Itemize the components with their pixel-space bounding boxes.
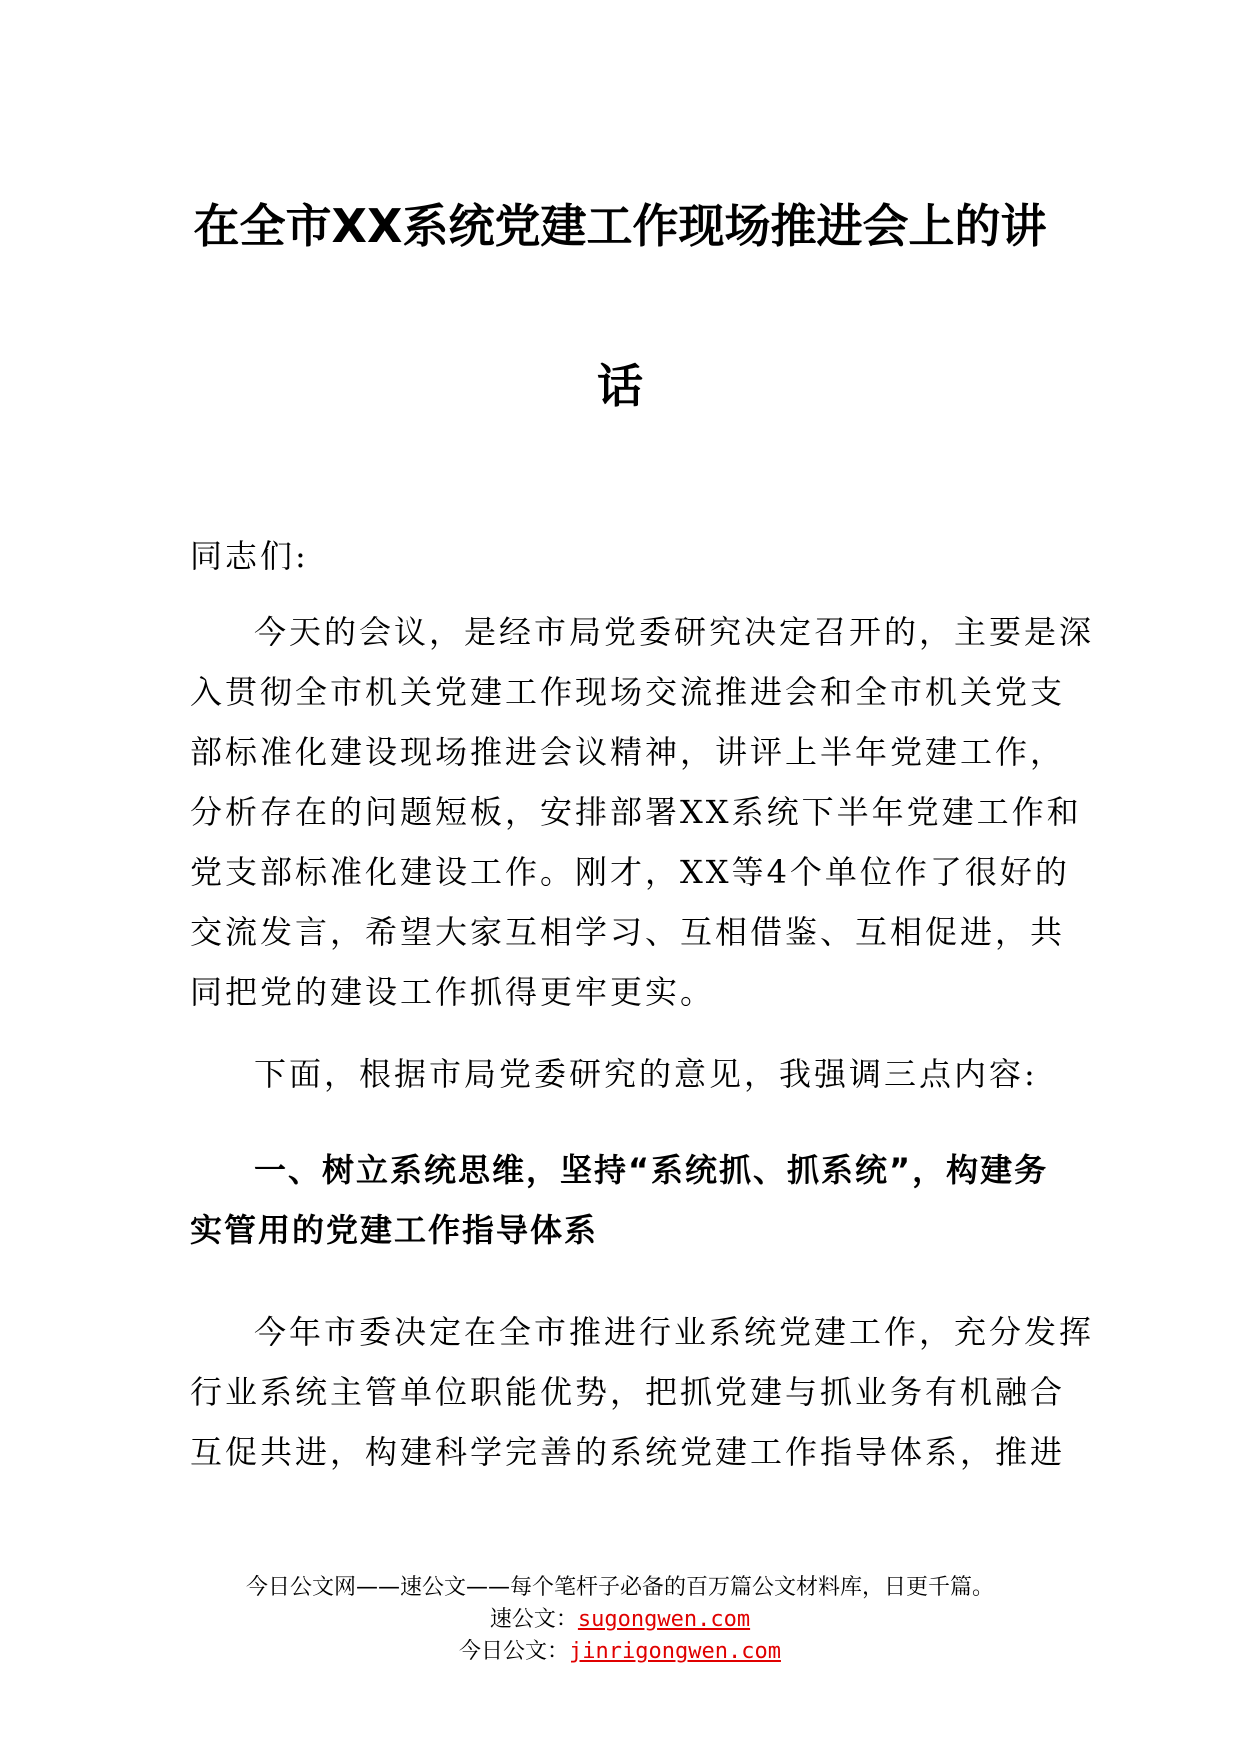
paragraph-1-line: 交流发言，希望大家互相学习、互相借鉴、互相促进，共 <box>190 913 1066 951</box>
paragraph-1-line: 部标准化建设现场推进会议精神，讲评上半年党建工作， <box>190 733 1066 771</box>
paragraph-3-line: 今年市委决定在全市推进行业系统党建工作，充分发挥 <box>254 1313 1095 1351</box>
salutation: 同志们: <box>190 537 309 575</box>
footer-tagline: 今日公文网——速公文——每个笔杆子必备的百万篇公文材料库，日更千篇。 <box>245 1575 994 1600</box>
document-title-line-2: 话 <box>597 359 643 413</box>
paragraph-3 <box>190 1302 1095 1482</box>
paragraph-1-line: 党支部标准化建设工作。刚才，XX等4个单位作了很好的 <box>190 853 1070 891</box>
paragraph-1-line: 分析存在的问题短板，安排部署XX系统下半年党建工作和 <box>190 793 1082 831</box>
paragraph-1-line: 今天的会议，是经市局党委研究决定召开的，主要是深 <box>254 613 1095 651</box>
paragraph-3-line: 互促共进，构建科学完善的系统党建工作指导体系，推进 <box>190 1433 1066 1471</box>
paragraph-2-line: 下面，根据市局党委研究的意见，我强调三点内容: <box>254 1055 1038 1093</box>
paragraph-1-line: 入贯彻全市机关党建工作现场交流推进会和全市机关党支 <box>190 673 1066 711</box>
paragraph-2 <box>190 1044 1050 1104</box>
paragraph-1-line: 同把党的建设工作抓得更牢更实。 <box>190 973 716 1011</box>
section-heading-1-line: 一、树立系统思维，坚持“系统抓、抓系统”，构建务 <box>254 1151 1049 1189</box>
sugongwen-link[interactable]: sugongwen.com <box>577 1607 751 1632</box>
page-footer <box>120 1572 1120 1668</box>
footer-sugongwen-label: 速公文： <box>489 1607 578 1632</box>
jinrigongwen-link[interactable]: jinrigongwen.com <box>569 1639 781 1664</box>
footer-jinrigongwen-row <box>120 1636 1120 1668</box>
footer-sugongwen-row <box>120 1604 1120 1636</box>
section-heading-1 <box>190 1140 1050 1260</box>
section-heading-1-line: 实管用的党建工作指导体系 <box>190 1211 599 1249</box>
paragraph-3-line: 行业系统主管单位职能优势，把抓党建与抓业务有机融合 <box>190 1373 1066 1411</box>
document-title-line-1: 在全市XX系统党建工作现场推进会上的讲 <box>193 199 1047 253</box>
footer-jinrigongwen-label: 今日公文： <box>459 1639 570 1664</box>
paragraph-1 <box>190 602 1095 1022</box>
